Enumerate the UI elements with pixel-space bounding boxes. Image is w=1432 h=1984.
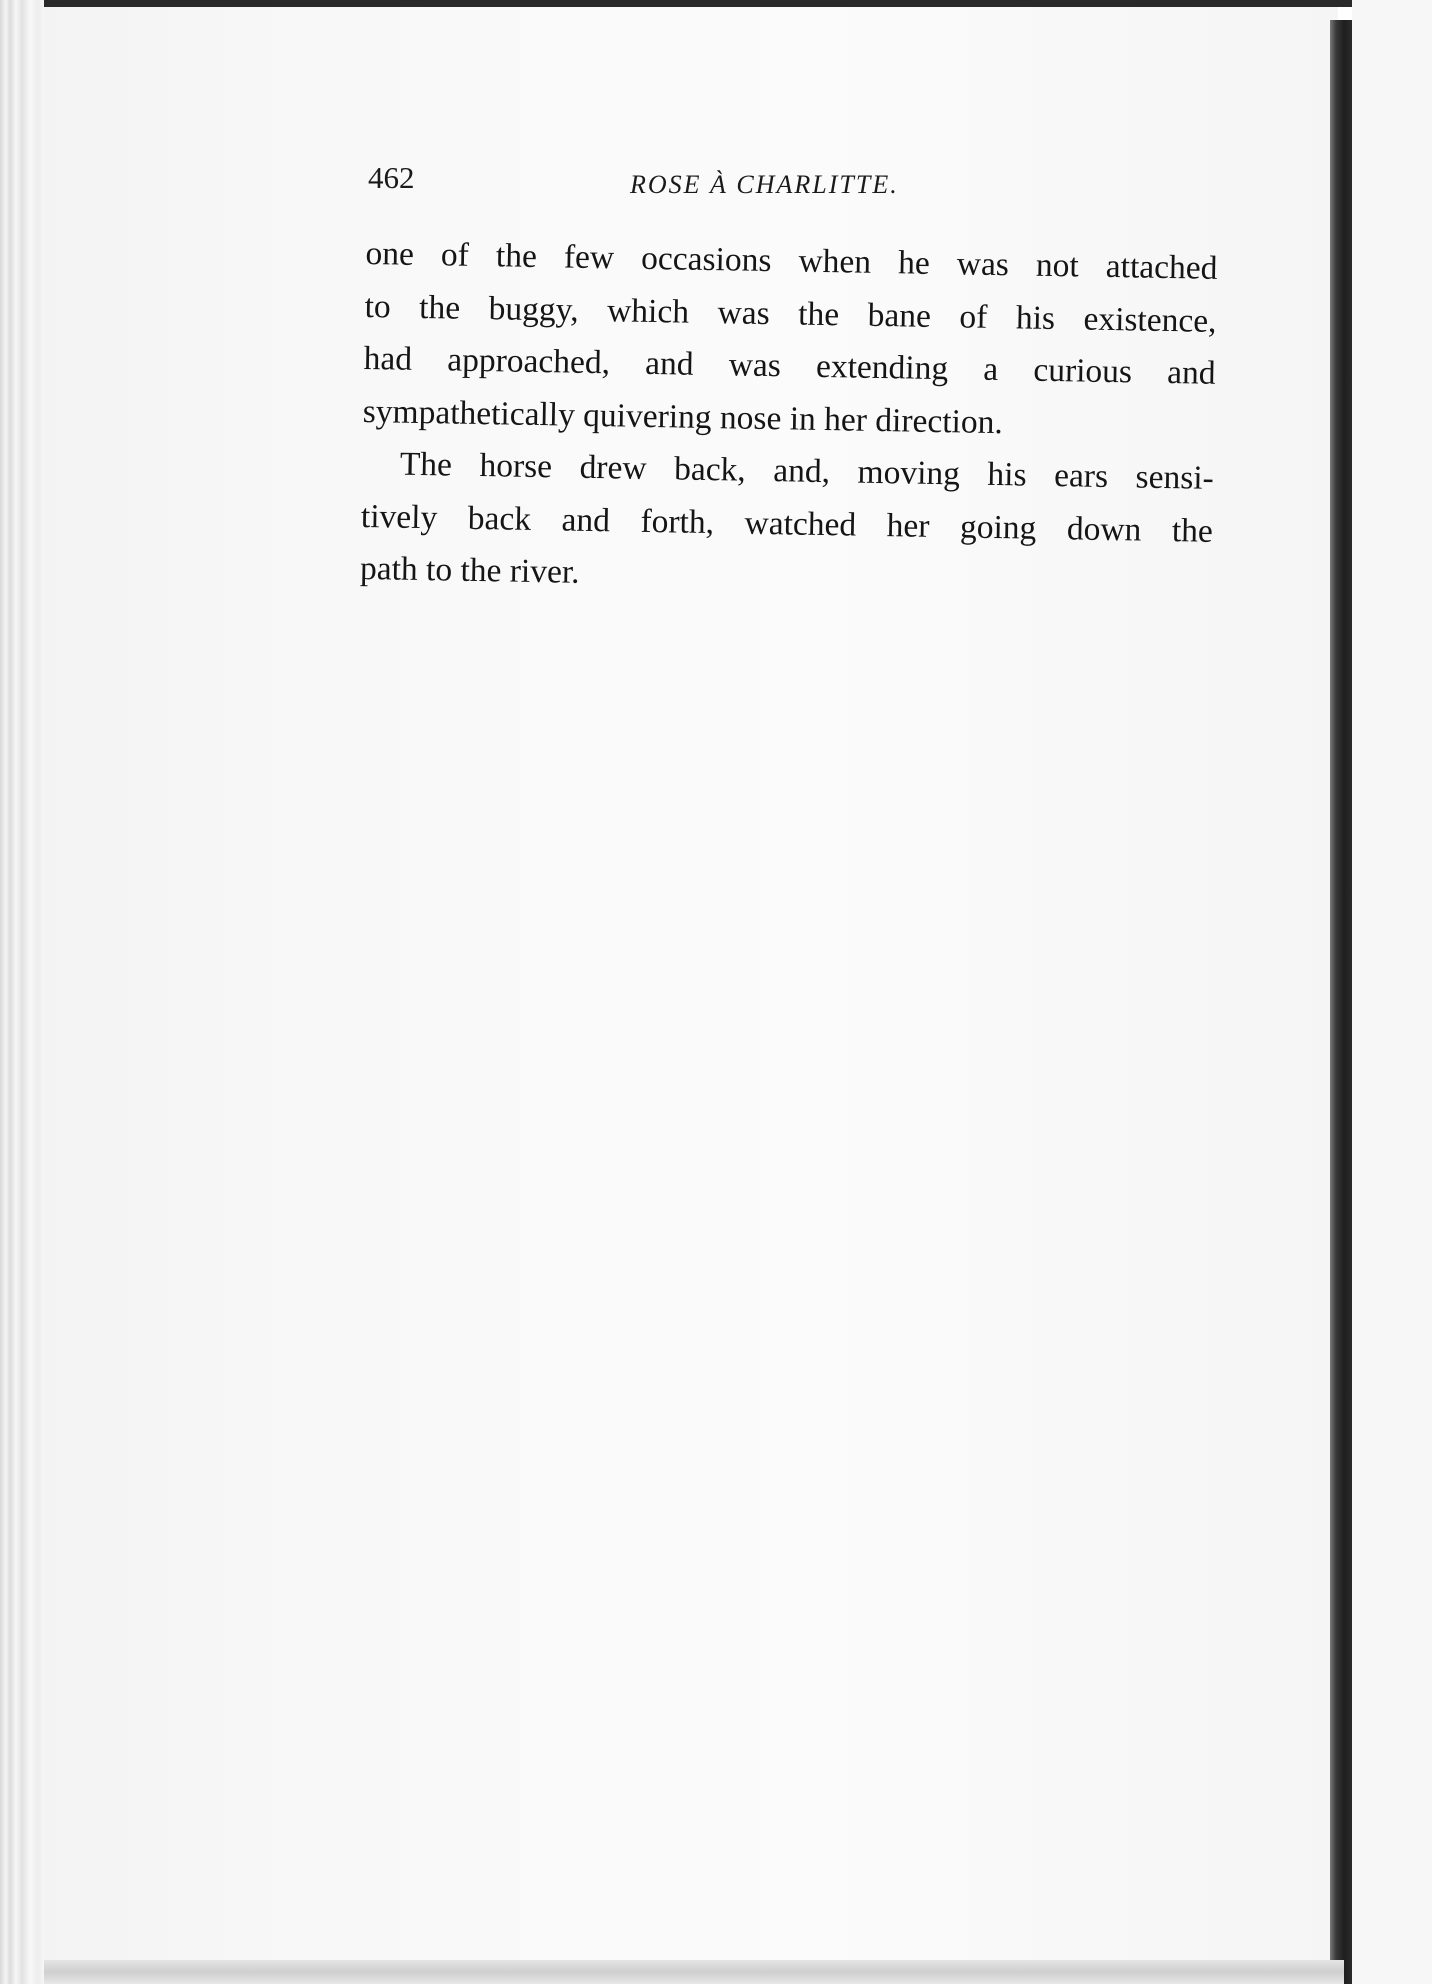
body-text bbox=[360, 228, 1218, 610]
text-line: to the buggy, which was the bane of his existence, bbox=[364, 287, 1217, 340]
text-line: tively back and forth, watched her going down the bbox=[360, 497, 1214, 550]
book-bottom-edge bbox=[44, 1960, 1344, 1984]
text-line: had approached, and was extending a curious and bbox=[363, 339, 1216, 392]
text-line: sympathetically quivering nose in her direction. bbox=[362, 392, 1004, 441]
running-head: ROSE À CHARLITTE. bbox=[630, 170, 899, 199]
page-header bbox=[368, 156, 978, 216]
page-number: 462 bbox=[368, 160, 415, 195]
book-left-page-edges bbox=[0, 0, 44, 1984]
book-spine-shadow bbox=[1330, 20, 1352, 1984]
scan-right-margin bbox=[1352, 0, 1432, 1984]
text-line: one of the few occasions when he was not attached bbox=[365, 234, 1218, 287]
text-line: path to the river. bbox=[359, 549, 580, 591]
text-line: The horse drew back, and, moving his ears sensi- bbox=[399, 445, 1215, 497]
scan-top-border bbox=[0, 0, 1432, 7]
